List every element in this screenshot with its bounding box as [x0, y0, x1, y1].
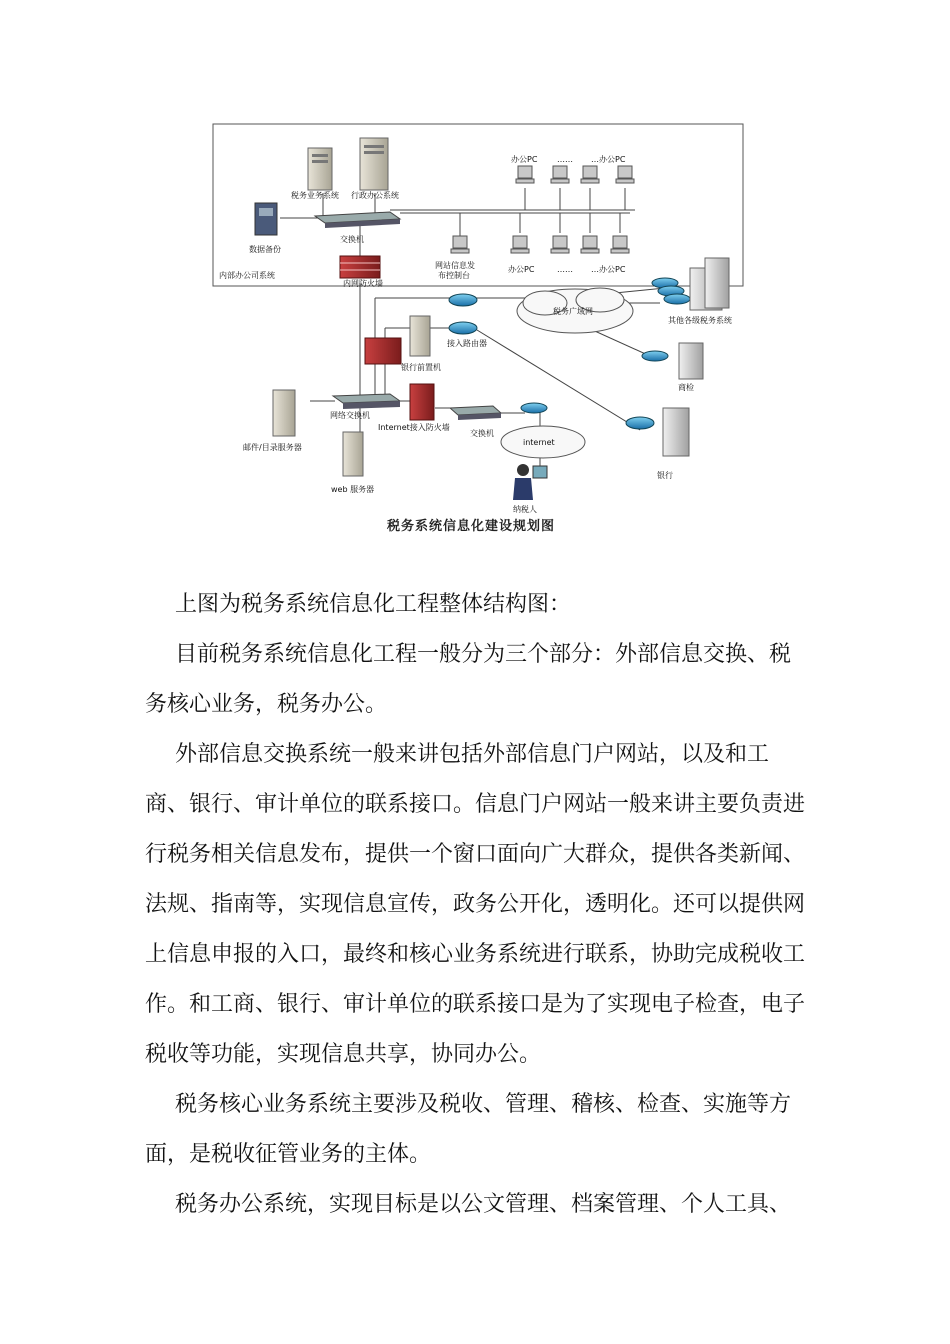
label-data-backup: 数据备份: [249, 245, 281, 254]
paragraph-figure-caption: 上图为税务系统信息化工程整体结构图：: [175, 592, 572, 617]
diagram-title: 税务系统信息化建设规划图: [387, 519, 556, 534]
office-pc-icons-top: [516, 166, 634, 183]
paragraph-three-parts: 目前税务系统信息化工程一般分为三个部分：外部信息交换、税务核心业务，税务办公。: [145, 642, 792, 717]
label-mail-directory-server: 邮件/目录服务器: [243, 443, 302, 452]
label-access-router: 接入路由器: [447, 339, 487, 348]
label-office-pc-top-left: 办公PC: [511, 155, 538, 164]
label-switch-bottom: 交换机: [470, 429, 494, 438]
label-other-tax-systems: 其他各级税务系统: [668, 316, 732, 325]
switch-top-icon: [315, 212, 400, 228]
internal-firewall-icon: [340, 256, 380, 278]
web-server-icon: [343, 432, 363, 476]
label-office-pc-bottom-dots: ……: [557, 265, 573, 274]
paragraph-external-exchange: 外部信息交换系统一般来讲包括外部信息门户网站，以及和工商、银行、审计单位的联系接口。信息门户网站一般来讲主要负责进行税务相关信息发布，提供一个窗口面向广大群众，提供各类新闻、法规、指南等，实现信息宣传，政务公开化，透明化。还可以提供网上信息申报的入口，最终和核心业务系统进行联系，协助完成税收工作。和工商、银行、审计单位的联系接口是为了实现电子检查，电子税收等功能，实现信息共享，协同办公。: [145, 742, 806, 1067]
data-backup-device: [255, 203, 277, 235]
label-office-pc-top-right: …办公PC: [591, 155, 626, 164]
label-website-console-1: 网站信息发: [435, 261, 475, 270]
network-architecture-diagram: [185, 118, 763, 558]
label-bank: 银行: [657, 471, 673, 480]
label-internal-firewall: 内网防火墙: [343, 279, 383, 288]
label-tax-wan: 税务广域网: [553, 307, 593, 316]
label-bank-frontend: 银行前置机: [401, 363, 441, 372]
internal-office-boundary: [213, 124, 743, 286]
label-website-console-2: 布控制台: [438, 271, 470, 280]
label-internet-access-firewall: Internet接入防火墙: [378, 423, 450, 432]
label-office-pc-top-dots: ……: [557, 155, 573, 164]
label-office-pc-bottom-right: …办公PC: [591, 265, 626, 274]
admin-office-server: [360, 138, 388, 190]
label-taxpayer: 纳税人: [513, 505, 537, 514]
bank-frontend-firewall: [365, 338, 401, 364]
switch-bottom-icon: [450, 406, 501, 420]
label-switch-top: 交换机: [340, 235, 364, 244]
label-office-pc-bottom-left: 办公PC: [508, 265, 535, 274]
paragraph-office-system: 税务办公系统，实现目标是以公文管理、档案管理、个人工具、: [175, 1192, 792, 1217]
paragraph-core-business: 税务核心业务系统主要涉及税收、管理、稽核、检查、实施等方面，是税收征管业务的主体。: [145, 1092, 792, 1167]
tax-business-server: [308, 148, 332, 190]
label-internal-office-system: 内部办公司系统: [219, 271, 275, 280]
label-network-switch: 网络交换机: [330, 411, 370, 420]
label-admin-office-system: 行政办公系统: [351, 191, 399, 200]
label-web-server: web 服务器: [331, 485, 375, 494]
taxpayer-figure: [513, 458, 547, 500]
office-pc-icons-bottom: [451, 236, 629, 253]
body-text: [145, 580, 810, 1230]
mail-directory-server: [273, 390, 295, 436]
label-tax-business-system: 税务业务系统: [291, 191, 339, 200]
label-internet: internet: [523, 438, 555, 447]
network-switch-icon: [333, 394, 400, 409]
internet-firewall-icon: [410, 384, 434, 420]
label-commerce-inspection: 商检: [678, 383, 694, 392]
bank-frontend-server: [410, 316, 430, 356]
